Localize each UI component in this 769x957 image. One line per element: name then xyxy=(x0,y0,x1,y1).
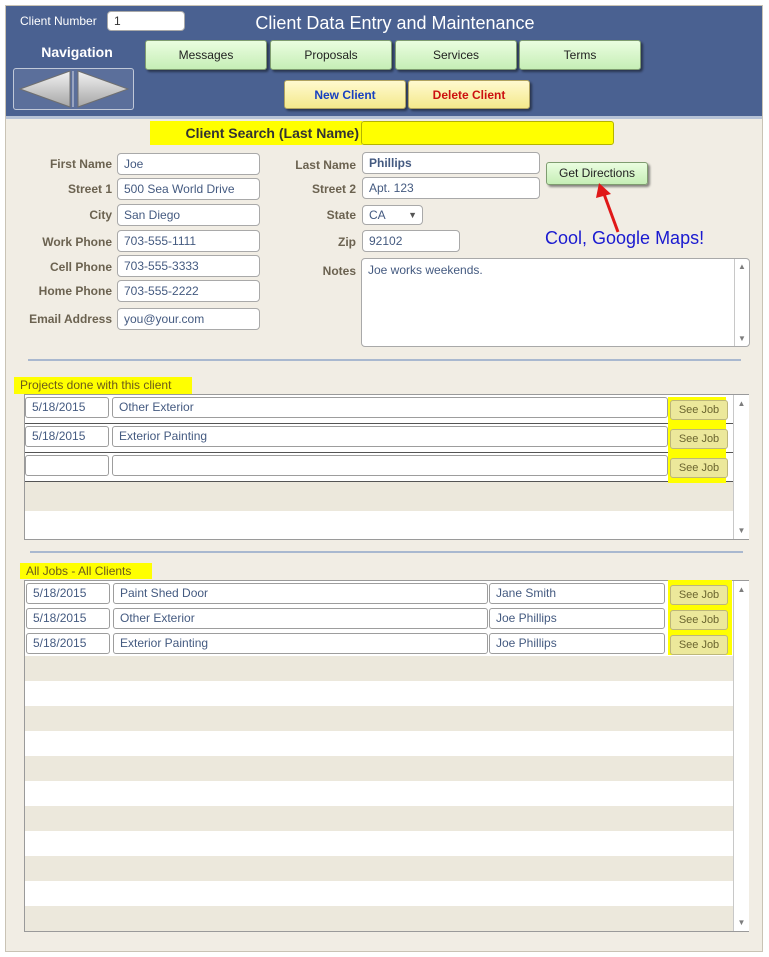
all-jobs-section-label: All Jobs - All Clients xyxy=(20,563,152,579)
client-search-input[interactable] xyxy=(361,121,614,145)
scroll-up-icon[interactable]: ▲ xyxy=(737,399,746,408)
state-value: CA xyxy=(369,208,386,222)
job-client[interactable]: Joe Phillips xyxy=(489,633,665,654)
projects-section-label: Projects done with this client xyxy=(14,377,192,394)
delete-client-button[interactable]: Delete Client xyxy=(408,80,530,109)
navigation-label: Navigation xyxy=(41,44,113,60)
notes-text: Joe works weekends. xyxy=(368,263,483,277)
scroll-down-icon[interactable]: ▼ xyxy=(738,334,746,343)
job-date[interactable]: 5/18/2015 xyxy=(26,608,110,629)
scroll-up-icon[interactable]: ▲ xyxy=(738,262,746,271)
messages-button[interactable]: Messages xyxy=(145,40,267,70)
cell-phone-label: Cell Phone xyxy=(49,260,112,274)
first-name-field[interactable]: Joe xyxy=(117,153,260,175)
section-divider xyxy=(28,359,741,361)
scroll-down-icon[interactable]: ▼ xyxy=(737,918,746,927)
projects-scrollbar[interactable] xyxy=(733,395,749,539)
google-maps-annotation: Cool, Google Maps! xyxy=(545,228,705,248)
home-phone-field[interactable]: 703-555-2222 xyxy=(117,280,260,302)
scroll-up-icon[interactable]: ▲ xyxy=(737,585,746,594)
job-description[interactable]: Paint Shed Door xyxy=(113,583,488,604)
job-description[interactable]: Exterior Painting xyxy=(113,633,488,654)
last-name-field[interactable]: Phillips xyxy=(362,152,540,174)
project-date[interactable]: 5/18/2015 xyxy=(25,397,109,418)
next-record-icon[interactable] xyxy=(78,71,128,107)
see-job-button[interactable]: See Job xyxy=(670,400,728,420)
email-label: Email Address xyxy=(29,312,112,326)
last-name-label: Last Name xyxy=(295,158,356,172)
street1-label: Street 1 xyxy=(67,182,112,196)
project-date[interactable]: 5/18/2015 xyxy=(25,426,109,447)
project-date[interactable] xyxy=(25,455,109,476)
see-job-button[interactable]: See Job xyxy=(670,635,728,655)
zip-field[interactable]: 92102 xyxy=(362,230,460,252)
see-job-button[interactable]: See Job xyxy=(670,585,728,605)
notes-field[interactable] xyxy=(361,258,750,347)
state-label: State xyxy=(326,208,356,222)
services-button[interactable]: Services xyxy=(395,40,517,70)
state-select[interactable] xyxy=(362,205,423,225)
cell-phone-field[interactable]: 703-555-3333 xyxy=(117,255,260,277)
client-number-label: Client Number xyxy=(20,14,97,28)
scroll-down-icon[interactable]: ▼ xyxy=(737,526,746,535)
get-directions-button[interactable]: Get Directions xyxy=(546,162,648,185)
job-date[interactable]: 5/18/2015 xyxy=(26,633,110,654)
city-label: City xyxy=(89,208,112,222)
street2-field[interactable]: Apt. 123 xyxy=(362,177,540,199)
proposals-button[interactable]: Proposals xyxy=(270,40,392,70)
chevron-down-icon: ▼ xyxy=(408,210,417,220)
first-name-label: First Name xyxy=(49,157,112,171)
job-date[interactable]: 5/18/2015 xyxy=(26,583,110,604)
project-description[interactable]: Other Exterior xyxy=(112,397,668,418)
project-description[interactable] xyxy=(112,455,668,476)
client-search-label: Client Search (Last Name) xyxy=(185,125,359,141)
section-divider xyxy=(30,551,743,553)
street1-field[interactable]: 500 Sea World Drive xyxy=(117,178,260,200)
see-job-button[interactable]: See Job xyxy=(670,610,728,630)
portal-stripe xyxy=(25,482,733,511)
work-phone-label: Work Phone xyxy=(42,235,112,249)
see-job-button[interactable]: See Job xyxy=(670,458,728,478)
page-title: Client Data Entry and Maintenance xyxy=(255,13,535,33)
previous-record-icon[interactable] xyxy=(20,71,70,107)
see-job-button[interactable]: See Job xyxy=(670,429,728,449)
all-jobs-scrollbar[interactable] xyxy=(733,581,749,931)
header-divider xyxy=(6,116,762,119)
zip-label: Zip xyxy=(338,235,356,249)
work-phone-field[interactable]: 703-555-1111 xyxy=(117,230,260,252)
notes-scrollbar[interactable] xyxy=(734,259,749,346)
city-field[interactable]: San Diego xyxy=(117,204,260,226)
client-number-field[interactable]: 1 xyxy=(107,11,185,31)
home-phone-label: Home Phone xyxy=(38,284,112,298)
job-client[interactable]: Jane Smith xyxy=(489,583,665,604)
project-description[interactable]: Exterior Painting xyxy=(112,426,668,447)
job-client[interactable]: Joe Phillips xyxy=(489,608,665,629)
nav-arrows-panel xyxy=(13,68,134,110)
notes-label: Notes xyxy=(322,264,356,278)
job-description[interactable]: Other Exterior xyxy=(113,608,488,629)
email-field[interactable]: you@your.com xyxy=(117,308,260,330)
terms-button[interactable]: Terms xyxy=(519,40,641,70)
street2-label: Street 2 xyxy=(311,182,356,196)
new-client-button[interactable]: New Client xyxy=(284,80,406,109)
